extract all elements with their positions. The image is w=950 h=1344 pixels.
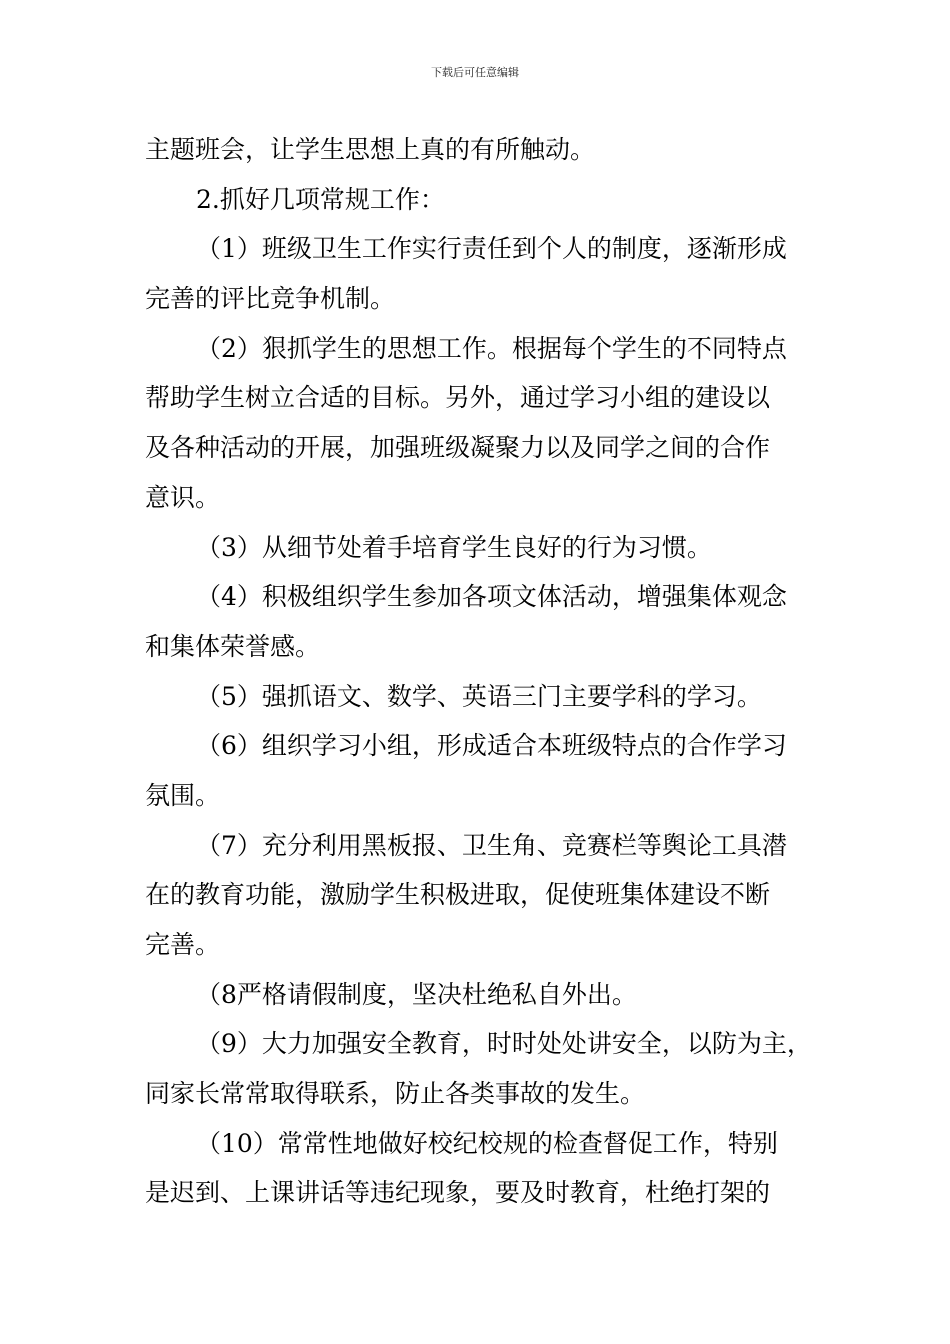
text-line: 是迟到、上课讲话等违纪现象，要及时教育，杜绝打架的 [145, 1178, 771, 1208]
text-line: 完善的评比竞争机制。 [145, 284, 396, 314]
text-line: （1）班级卫生工作实行责任到个人的制度，逐渐形成 [196, 234, 787, 264]
text-line: 及各种活动的开展，加强班级凝聚力以及同学之间的合作 [145, 433, 771, 463]
text-line: 完善。 [145, 930, 221, 959]
document-body [145, 125, 812, 1218]
text-line: 氛围。 [145, 780, 221, 810]
text-line: （2）狠抓学生的思想工作。根据每个学生的不同特点 [196, 333, 787, 363]
text-line: （9）大力加强安全教育，时时处处讲安全，以防为主， [196, 1029, 812, 1059]
text-line: （3）从细节处着手培育学生良好的行为习惯。 [196, 532, 712, 562]
text-line: 同家长常常取得联系，防止各类事故的发生。 [145, 1079, 646, 1109]
text-line: （10）常常性地做好校纪校规的检查督促工作，特别 [196, 1128, 778, 1158]
text-line: 帮助学生树立合适的目标。另外，通过学习小组的建设以 [145, 383, 771, 413]
page-header: 下载后可任意编辑 [431, 66, 519, 79]
text-line: 和集体荣誉感。 [145, 631, 321, 661]
text-line: （7）充分利用黑板报、卫生角、竞赛栏等舆论工具潜 [196, 830, 787, 860]
text-line: （5）强抓语文、数学、英语三门主要学科的学习。 [196, 681, 762, 711]
text-line: （4）积极组织学生参加各项文体活动，增强集体观念 [196, 582, 787, 612]
text-line: 意识。 [145, 482, 221, 512]
text-line: 在的教育功能，激励学生积极进取，促使班集体建设不断 [145, 880, 771, 910]
text-line: 2.抓好几项常规工作： [196, 184, 445, 214]
text-line: 主题班会，让学生思想上真的有所触动。 [145, 135, 596, 164]
text-line: （6）组织学习小组，形成适合本班级特点的合作学习 [196, 731, 787, 761]
text-line: （8严格请假制度，坚决杜绝私自外出。 [196, 979, 637, 1009]
